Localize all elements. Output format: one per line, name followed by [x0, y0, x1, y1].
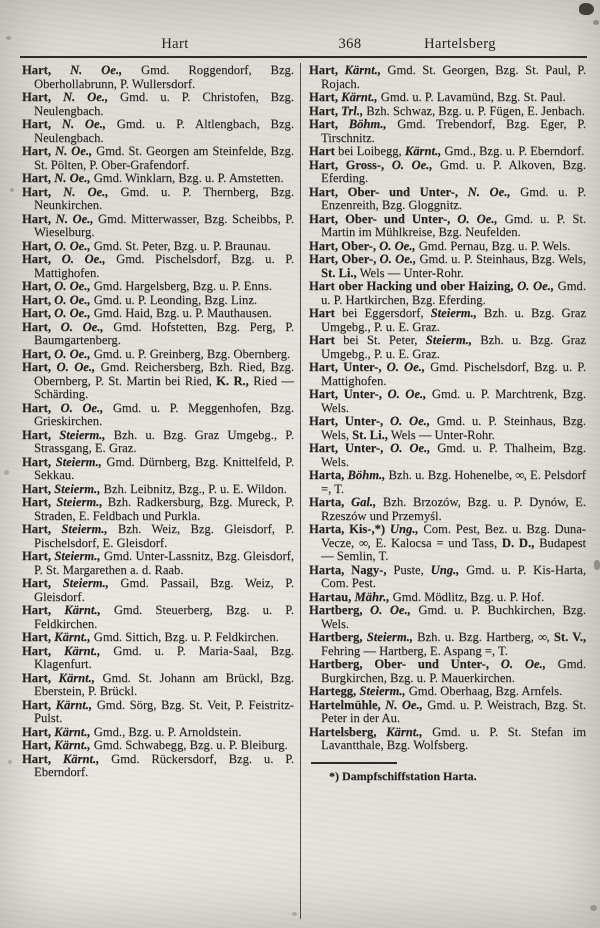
entry-segment: Bzh. u. Bzg. Graz Umgebg., P. u. E. Graz.	[321, 306, 586, 334]
entry-segment: Hart,	[22, 211, 52, 226]
entry-segment: O. Oe.,	[383, 441, 431, 455]
entry-segment: Gmd. u. P. Hartkirchen, Bzg. Eferding.	[321, 279, 586, 307]
entry-segment: Gmd. Sörg, Bzg. St. Veit, P. Feistritz-Pulst.	[34, 697, 295, 725]
entry-segment: Gmd. u. P. Thalheim, Bzg. Wels.	[321, 441, 586, 469]
entry-segment: Böhm.,	[344, 468, 386, 482]
entry-segment: Kärnt.,	[51, 738, 91, 752]
entry	[309, 564, 586, 591]
entry-segment: Fehring — Hartberg, E. Aspang =, T.	[321, 643, 508, 658]
entry-segment: Steierm.,	[51, 549, 101, 563]
page-number: 368	[338, 36, 362, 52]
entry-segment: Wels — Unter-Rohr.	[387, 427, 495, 442]
entry	[309, 496, 586, 523]
entry	[22, 307, 294, 321]
column-divider	[300, 63, 301, 919]
entry-segment: Hart,	[22, 346, 52, 361]
entry-segment: Gmd. Pernau, Bzg. u. P. Wels.	[415, 238, 571, 253]
entry-segment: Bzh. Leibnitz, Bzg., P. u. E. Wildon.	[100, 481, 287, 496]
entry-segment: Kärnt.,	[404, 144, 442, 158]
entry-segment: Gmd. u. P. Kis-Harta, Com. Pest.	[321, 562, 586, 590]
entry	[309, 442, 586, 469]
entry-segment: Kärnt.,	[51, 751, 100, 766]
entry-segment: Bzh. Radkersburg, Bzg. Mureck, P. Straden, E. Feldbach und Purkla.	[34, 495, 294, 523]
entry-segment: Hart,	[22, 117, 52, 131]
entry-segment: Hart,	[22, 522, 52, 536]
entry-segment: O. Oe.,	[51, 292, 91, 307]
entry	[309, 604, 586, 631]
entry	[309, 334, 586, 361]
entry-segment: Gmd. Trebendorf, Bzg. Eger, P. Tirschnitz.	[321, 117, 586, 145]
entry-segment: O. Oe.,	[513, 279, 554, 293]
steamship-symbol-icon: ∞	[515, 468, 524, 482]
entry	[22, 726, 294, 740]
entry-segment: Gmd. u. P. Buchkirchen, Bzg. Wels.	[321, 603, 586, 631]
entry-segment: Hart,	[22, 184, 52, 199]
entry	[22, 604, 294, 631]
entry-segment: Kärnt.,	[51, 643, 101, 658]
entry-segment: D. D.,	[501, 535, 535, 550]
entry	[22, 456, 294, 483]
entry-segment: K. R.,	[216, 373, 249, 388]
entry-segment: Mähr.,	[351, 589, 390, 604]
entry-segment: Hart,	[22, 63, 52, 77]
entry-segment: , E. Kalocsa = und Tass,	[367, 535, 502, 550]
entry-segment: Hartelsberg,	[309, 724, 377, 739]
header-rule	[20, 56, 587, 58]
entry-segment: Hart	[309, 333, 335, 347]
scan-speck	[594, 560, 600, 570]
entry-segment: Gmd., Bzg. u. P. Eberndorf.	[441, 144, 585, 158]
entry-segment: Hart	[309, 306, 335, 320]
entry-segment: Gmd. Sittich, Bzg. u. P. Feldkirchen.	[90, 630, 279, 644]
entry-segment: Gmd. Haid, Bzg. u. P. Mauthausen.	[90, 306, 272, 320]
entry-segment: Gmd. Oberhaag, Bzg. Arnfels.	[405, 684, 563, 698]
entry-segment: O. Oe.,	[51, 360, 96, 374]
entry-segment: N. Oe.,	[51, 184, 109, 199]
entry-segment: Gmd. Dürnberg, Bzg. Knittelfeld, P. Sekkau.	[34, 454, 295, 482]
entry	[309, 186, 586, 213]
entry-segment: Böhm.,	[338, 117, 387, 131]
scan-speck	[292, 912, 297, 916]
entry-segment: N. Oe.,	[51, 211, 94, 226]
entry-segment: Gal.,	[344, 495, 377, 509]
entry-segment: Hart,	[22, 603, 52, 617]
entry-segment: Hart,	[22, 630, 52, 644]
entry-segment: Hart,	[22, 495, 52, 509]
entry-segment: Gmd. u. P. Alkoven, Bzg. Eferding.	[321, 157, 586, 185]
entry-segment: Hart,	[309, 117, 339, 131]
entry-segment: Kärnt.,	[51, 630, 91, 644]
entry-segment: Hart,	[22, 751, 52, 766]
entry	[22, 294, 294, 308]
entry	[22, 253, 294, 280]
entry-segment: Gmd. u. P. Thernberg, Bzg. Neunkirchen.	[34, 184, 294, 212]
entry-segment: Hart,	[22, 252, 52, 266]
entry-segment: O. Oe.,	[376, 238, 416, 253]
entry-segment: Trl.,	[338, 103, 364, 118]
entry-segment: Steierm.,	[356, 684, 406, 698]
entry-segment: Gmd. u. P. Greinberg, Bzg. Obernberg.	[90, 346, 291, 361]
entry-segment: Kärnt.,	[51, 697, 93, 712]
entry	[22, 672, 294, 699]
entry-segment: Hart,	[309, 63, 339, 77]
entry-segment: N. Oe.,	[51, 117, 106, 131]
entry	[309, 91, 586, 105]
entry-segment: Gmd. Burgkirchen, Bzg. u. P. Mauerkirchen.	[321, 657, 587, 685]
entry-segment: Hart,	[22, 454, 52, 469]
entry-segment: Gmd. Steuerberg, Bzg. u. P. Feldkirchen.	[34, 603, 295, 631]
entry-segment: bei St. Peter,	[334, 333, 426, 347]
entry-segment: Kärnt.,	[338, 63, 381, 77]
entry	[309, 591, 586, 605]
entry-segment: O. Oe.,	[51, 346, 91, 361]
steamship-symbol-icon: ∞	[359, 535, 368, 550]
entry	[22, 550, 294, 577]
entry	[309, 658, 586, 685]
entry	[309, 307, 586, 334]
entry-segment: Steierm.,	[51, 427, 106, 442]
entry-segment: Hart, Ober- und Unter-,	[309, 184, 459, 199]
entry-segment: Hart,	[22, 319, 52, 334]
entry-segment: O. Oe.,	[51, 238, 91, 253]
entry-segment: Gmd. St. Peter, Bzg. u. P. Braunau.	[90, 238, 271, 253]
entry-segment: Hart,	[22, 238, 52, 253]
entry-segment: Gmd. Winklarn, Bzg. u. P. Amstetten.	[90, 171, 284, 185]
entry-segment: Gmd. Schwabegg, Bzg. u. P. Bleiburg.	[90, 738, 288, 752]
entry-segment: Kärnt.,	[51, 670, 95, 685]
entry-segment: O. Oe.,	[383, 414, 430, 428]
entry-segment: Hartberg, Ober- und Unter-,	[309, 657, 489, 671]
entry	[22, 172, 294, 186]
entry-segment: Gmd. Pischelsdorf, Bzg. u. P. Mattighofen.	[321, 360, 586, 388]
entry	[309, 726, 586, 753]
entry	[309, 145, 586, 159]
entry-segment: Kärnt.,	[51, 603, 101, 617]
entry	[309, 105, 586, 119]
entry-segment: Ried — Schärding.	[34, 373, 294, 401]
entry-segment: O. Oe.,	[384, 157, 433, 172]
entry-segment: Gmd. u. P. Marchtrenk, Bzg. Wels.	[321, 387, 586, 415]
header-left-keyword: Hart	[161, 36, 189, 52]
entry-segment: Steierm.,	[51, 481, 101, 496]
entry-segment: N. Oe.,	[458, 184, 511, 199]
entry	[309, 159, 586, 186]
scan-speck	[579, 3, 594, 15]
entry-segment: Hart,	[22, 643, 52, 658]
entry	[22, 753, 294, 780]
entry	[22, 402, 294, 429]
entry-segment: Steierm.,	[430, 306, 477, 320]
entry-segment: O. Oe.,	[381, 387, 427, 401]
entry-segment: Harta,	[309, 495, 345, 509]
entry	[309, 118, 586, 145]
entry	[22, 429, 294, 456]
entry-segment: Harta,	[309, 468, 345, 482]
entry	[22, 348, 294, 362]
entry	[309, 388, 586, 415]
entry-segment: N. Oe.,	[51, 144, 93, 158]
entry-segment: O. Oe.,	[489, 657, 546, 671]
entry	[22, 699, 294, 726]
entry-segment: Bzh. u. Bzg. Hartberg,	[412, 630, 539, 644]
entry-segment: Hartau,	[309, 589, 352, 604]
scan-speck	[8, 760, 12, 764]
entry-segment: Hart,	[22, 360, 52, 374]
entry-segment: O. Oe.,	[376, 252, 417, 266]
entry-segment: Gmd. St. Georgen am Steinfelde, Bzg. St. Pölten, P. Ober-Grafendorf.	[34, 144, 294, 172]
entry	[309, 64, 586, 91]
entry-segment: Steierm.,	[51, 576, 109, 590]
entry-segment: Hart,	[22, 144, 52, 158]
scan-speck	[590, 905, 597, 911]
entry-segment: , E. Pelsdorf =, T.	[321, 468, 586, 496]
scan-speck	[10, 188, 14, 192]
entry-segment: Gmd. u. P. Steinhaus, Bzg. Wels,	[321, 414, 586, 442]
entry-segment: Hart, Ober-,	[309, 252, 377, 266]
entry-segment: Hart, Ober- und Unter-,	[309, 211, 451, 226]
entry-segment: Gmd. Rückersdorf, Bzg. u. P. Eberndorf.	[34, 751, 294, 779]
entry	[309, 685, 586, 699]
entry-segment: Gmd. u. P. Leonding, Bzg. Linz.	[90, 292, 258, 307]
entry	[309, 280, 586, 307]
entry-segment: Hart,	[22, 171, 52, 185]
entry-segment: Gmd. Hofstetten, Bzg. Perg, P. Baumgartenberg.	[34, 319, 294, 347]
entry-segment: Hart ober Hacking und ober Haizing,	[309, 279, 514, 293]
entry-segment: Hart,	[309, 90, 339, 104]
entry-segment: Ung.,	[430, 562, 460, 577]
entry-segment: N. Oe.,	[51, 90, 109, 104]
entry-segment: Hart, Unter-,	[309, 360, 382, 374]
entry-segment: O. Oe.,	[381, 360, 425, 374]
entry	[309, 253, 586, 280]
entry-segment: Gmd. u. P. Meggenhofen, Bzg. Grieskirchen.	[34, 400, 294, 428]
entry-segment: Gmd. Mitterwasser, Bzg. Scheibbs, P. Wieselburg.	[34, 211, 294, 239]
entry-segment: Bzh. Brzozów, Bzg. u. P. Dynów, E. Rzeszów und Przemyśl.	[321, 495, 586, 523]
entry	[22, 321, 294, 348]
entry	[22, 523, 294, 550]
entry-segment: Hart,	[22, 738, 52, 752]
entry-segment: Hartelmühle,	[309, 697, 381, 712]
entry-segment: Kärnt.,	[51, 724, 91, 739]
entry	[309, 523, 586, 564]
entry-segment: Hart	[309, 144, 335, 158]
entry-segment: Com. Pest, Bez. u. Bzg. Duna-Vecze,	[321, 522, 587, 550]
entry-segment: Steierm.,	[362, 630, 413, 644]
entry-segment: Gmd. u. P. Altlengbach, Bzg. Neulengbach.	[34, 117, 294, 145]
entry	[22, 483, 294, 497]
entry-segment: bei Loibegg,	[334, 144, 405, 158]
entry	[22, 361, 294, 402]
entry-segment: Gmd. St. Johann am Brückl, Bzg. Eberstein, P. Brückl.	[34, 670, 294, 698]
entry	[22, 739, 294, 753]
entry-segment: Gmd. Pischelsdorf, Bzg. u. P. Mattighofen.	[34, 252, 294, 280]
entry-segment: Steierm.,	[51, 454, 102, 469]
entry-segment: Gmd. u. P. Weistrach, Bzg. St. Peter in der Au.	[321, 697, 586, 725]
entry-segment: Hart,	[22, 400, 52, 415]
entry-segment: Gmd., Bzg. u. P. Arnoldstein.	[90, 724, 242, 739]
entry-segment: St. Li.,	[352, 427, 388, 442]
entry	[22, 145, 294, 172]
entry	[309, 699, 586, 726]
entry-segment: Gmd. u. P. Enzenreith, Bzg. Gloggnitz.	[321, 184, 586, 212]
entry-segment: Kärnt.,	[338, 90, 378, 104]
entry-segment: Steierm.,	[51, 495, 103, 509]
entry-segment: N. Oe.,	[51, 171, 91, 185]
entry-segment: Hart,	[22, 549, 52, 563]
entry-segment: Hart,	[309, 103, 339, 118]
entry-segment: Hart,	[22, 279, 52, 293]
entry	[22, 213, 294, 240]
entry-segment: Bzh. u. Bzg. Graz Umgebg., P. Strassgang, E. Graz.	[34, 427, 294, 455]
entry-segment: O. Oe.,	[51, 306, 91, 320]
header-right-keyword: Hartelsberg	[424, 36, 496, 52]
footnote-block	[309, 762, 586, 784]
entry-segment: Hart, Unter-,	[309, 387, 382, 401]
entry-segment: Gmd. Mödlitz, Bzg. u. P. Hof.	[389, 589, 545, 604]
entry-segment: O. Oe.,	[51, 400, 104, 415]
entry-segment: O. Oe.,	[450, 211, 498, 226]
entry-segment: Kärnt.,	[376, 724, 423, 739]
entry	[309, 361, 586, 388]
entry-segment: Hart,	[22, 670, 52, 685]
entry-segment: Bzh. Weiz, Bzg. Gleisdorf, P. Pischelsdorf, E. Gleisdorf.	[34, 522, 295, 550]
steamship-symbol-icon: ∞	[538, 630, 547, 644]
entry-segment: Gmd. u. P. Steinhaus, Bzg. Wels,	[416, 252, 586, 266]
entry	[22, 91, 294, 118]
footnote-rule	[311, 762, 397, 764]
entry-segment: Ung.,	[385, 522, 419, 536]
entry	[22, 118, 294, 145]
entry-segment: O. Oe.,	[51, 319, 104, 334]
entry-segment: Budapest — Semlin, T.	[321, 535, 586, 563]
entry-segment: Gmd. Hargelsberg, Bzg. u. P. Enns.	[90, 279, 272, 293]
entry	[22, 240, 294, 254]
entry-segment: St. V.,	[553, 630, 586, 644]
entry-segment: Steierm.,	[425, 333, 472, 347]
entry-segment: Gmd. u. P. Christofen, Bzg. Neulengbach.	[34, 90, 295, 118]
entry-segment: Hart,	[22, 292, 52, 307]
entry-segment: Hart,	[22, 90, 52, 104]
entry-segment: Hartberg,	[309, 630, 363, 644]
entry-segment: Hart,	[22, 306, 52, 320]
entry-segment: Harta, Nagy-,	[309, 562, 387, 577]
entry-segment: N. Oe.,	[51, 63, 123, 77]
entry-segment: Gmd. Reichersberg, Bzh. Ried, Bzg. Obernberg, P. St. Martin bei Ried,	[34, 360, 294, 388]
entry-segment: Hart,	[22, 697, 52, 712]
footnote-text: *) Dampfschiffstation Harta.	[329, 768, 477, 783]
entry	[309, 469, 586, 496]
scan-speck	[4, 470, 9, 475]
entry-segment: Gmd. Roggendorf, Bzg. Oberhollabrunn, P. Wullersdorf.	[34, 63, 294, 91]
entry-segment: Hartegg,	[309, 684, 357, 698]
entry-segment: Hart,	[22, 427, 52, 442]
entry	[22, 577, 294, 604]
entry	[22, 631, 294, 645]
entry	[309, 240, 586, 254]
entry-segment: Hart, Gross-,	[309, 157, 385, 172]
entry	[309, 415, 586, 442]
entry	[309, 631, 586, 658]
entry-segment: Wels — Unter-Rohr.	[356, 265, 464, 280]
entry-segment: Bzh. Schwaz, Bzg. u. P. Fügen, E. Jenbach.	[363, 103, 585, 118]
column-left	[22, 64, 294, 780]
entry-segment: Puste,	[386, 562, 431, 577]
scan-speck	[593, 20, 599, 25]
entry-segment: Steierm.,	[51, 522, 108, 536]
entry-segment: Harta, Kis-,*)	[309, 522, 386, 536]
entry-segment: Gmd. u. P. Maria-Saal, Bzg. Klagenfurt.	[34, 643, 295, 671]
entry-segment: Hart,	[22, 481, 52, 496]
entry-segment: Hartberg,	[309, 603, 363, 617]
entry-segment: Bzh. u. Bzg. Graz Umgebg., P. u. E. Graz.	[321, 333, 586, 361]
entry-segment: bei Eggersdorf,	[334, 306, 431, 320]
entry-segment: Bzh. u. Bzg. Hohenelbe,	[385, 468, 516, 482]
entry-segment: Gmd. u. P. St. Martin im Mühlkreise, Bzg. Neufelden.	[321, 211, 586, 239]
entry-segment: Hart, Unter-,	[309, 414, 384, 428]
entry-segment: O. Oe.,	[51, 252, 106, 266]
entry	[22, 64, 294, 91]
entry-segment: Hart, Ober-,	[309, 238, 377, 253]
entry	[309, 213, 586, 240]
entry	[22, 280, 294, 294]
entry-segment: St. Li.,	[321, 265, 357, 280]
entry	[22, 645, 294, 672]
entry-segment: Hart, Unter-,	[309, 441, 384, 455]
entry-segment: Gmd. St. Georgen, Bzg. St. Paul, P. Rojach.	[321, 63, 587, 91]
column-right	[309, 64, 586, 783]
entry-segment: O. Oe.,	[51, 279, 91, 293]
entry-segment: Gmd. Unter-Lassnitz, Bzg. Gleisdorf, P. St. Margarethen a. d. Raab.	[34, 549, 295, 577]
entry-segment: ,	[546, 630, 554, 644]
entry	[22, 496, 294, 523]
entry-segment: Gmd. u. P. Lavamünd, Bzg. St. Paul.	[377, 90, 566, 104]
entry-segment: N. Oe.,	[380, 697, 423, 712]
entry-segment: Gmd. Passail, Bzg. Weiz, P. Gleisdorf.	[34, 576, 294, 604]
scan-speck	[6, 36, 11, 40]
entry-segment: O. Oe.,	[362, 603, 411, 617]
entry-segment: Gmd. u. P. St. Stefan im Lavantthale, Bzg. Wolfsberg.	[321, 724, 586, 752]
entry-segment: Hart,	[22, 576, 52, 590]
entry-segment: Hart,	[22, 724, 52, 739]
entry	[22, 186, 294, 213]
